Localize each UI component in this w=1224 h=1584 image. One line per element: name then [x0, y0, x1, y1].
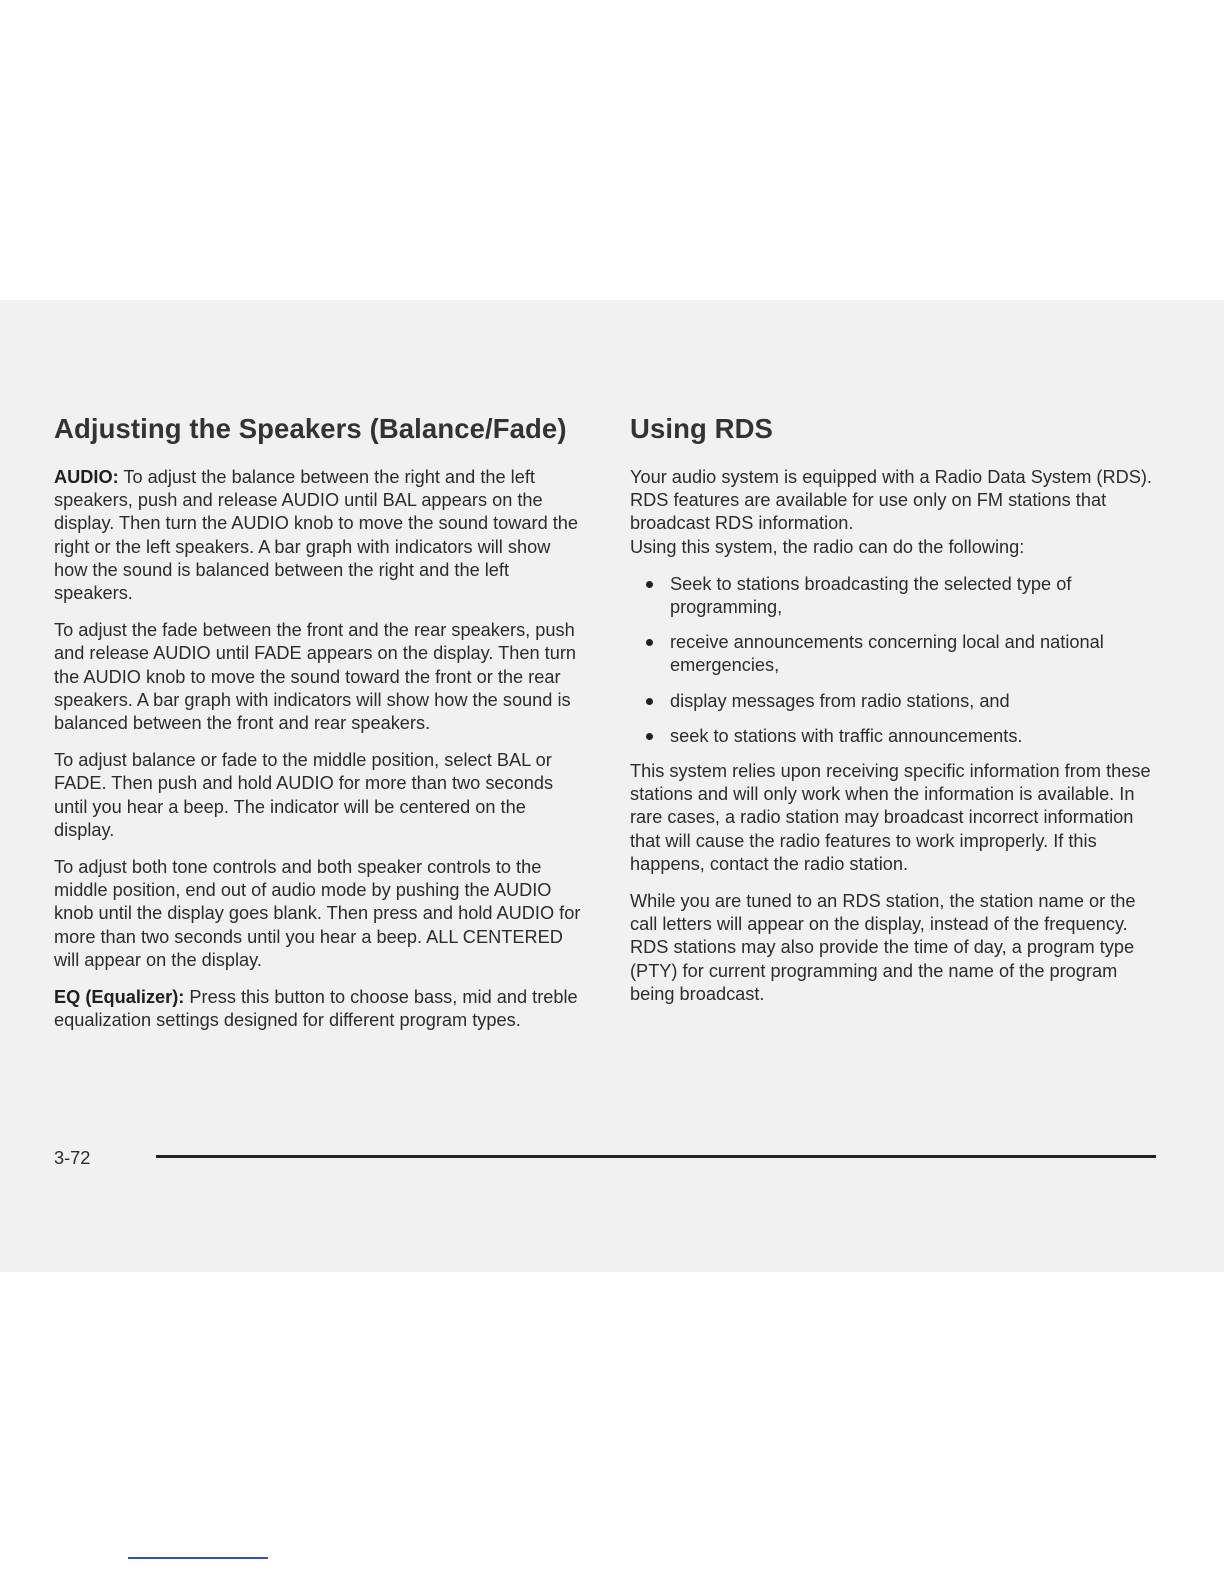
page-footer [54, 1146, 1156, 1172]
eq-paragraph [54, 986, 588, 1032]
audio-lead: AUDIO: [54, 467, 119, 487]
speakers-section-title: Adjusting the Speakers (Balance/Fade) [54, 413, 567, 444]
bottom-link-underline [128, 1557, 268, 1559]
list-item-text: display messages from radio stations, and [670, 690, 1010, 711]
footer-divider [156, 1155, 1156, 1158]
rds-intro-paragraph: Your audio system is equipped with a Radio Data System (RDS). RDS features are available for use only on FM stations that broadcast RDS information. [630, 467, 1152, 534]
list-item-text: seek to stations with traffic announcements. [670, 725, 1023, 746]
list-item [630, 631, 1160, 677]
rds-tuned-paragraph: While you are tuned to an RDS station, the station name or the call letters will appear on the display, instead of the frequency. RDS stations may also provide the time of day, a program type (PTY) for current programming and the name of the program being broadcast. [630, 891, 1136, 1004]
list-item [630, 725, 1160, 748]
bullet-icon [646, 639, 653, 646]
speakers-section [54, 412, 588, 1046]
list-item-text: Seek to stations broadcasting the selected type of programming, [670, 573, 1072, 618]
page-number: 3-72 [54, 1148, 91, 1168]
eq-text: Press this button to choose bass, mid and treble equalization settings designed for different program types. [54, 987, 578, 1031]
audio-paragraph [54, 466, 588, 605]
bullet-icon [646, 733, 653, 740]
list-item-text: receive announcements concerning local and national emergencies, [670, 632, 1104, 676]
center-paragraph: To adjust balance or fade to the middle position, select BAL or FADE. Then push and hold AUDIO for more than two seconds until you hear a beep. The indicator will be centered on the display. [54, 750, 554, 840]
rds-feature-list [630, 573, 1160, 748]
list-item [630, 573, 1160, 619]
list-item [630, 690, 1160, 713]
bullet-icon [646, 581, 653, 588]
eq-lead: EQ (Equalizer): [54, 987, 185, 1008]
all-centered-paragraph: To adjust both tone controls and both speaker controls to the middle position, end out of audio mode by pushing the AUDIO knob until the display goes blank. Then press and hold AUDIO for more than two seconds until you hear a beep. ALL CENTERED will appear on the display. [54, 857, 581, 970]
rds-section [630, 412, 1160, 1020]
rds-following-paragraph: Using this system, the radio can do the following: [630, 536, 1025, 557]
bullet-icon [646, 698, 653, 705]
fade-paragraph: To adjust the fade between the front and the rear speakers, push and release AUDIO until FADE appears on the display. Then turn the AUDIO knob to move the sound toward the front or the rear speakers. A bar graph with indicators will show how the sound is balanced between the front and rear speakers. [54, 620, 577, 734]
rds-reliance-paragraph: This system relies upon receiving specific information from these stations and will only work when the information is available. In rare cases, a radio station may broadcast incorrect information that will cause the radio features to work improperly. If this happens, contact the radio station. [630, 761, 1151, 874]
rds-section-title: Using RDS [630, 413, 773, 444]
audio-text: To adjust the balance between the right and the left speakers, push and release AUDIO until BAL appears on the display. Then turn the AUDIO knob to move the sound toward the right or the left speakers. A bar graph with indicators will show how the sound is balanced between the right and the left speakers. [54, 467, 579, 604]
